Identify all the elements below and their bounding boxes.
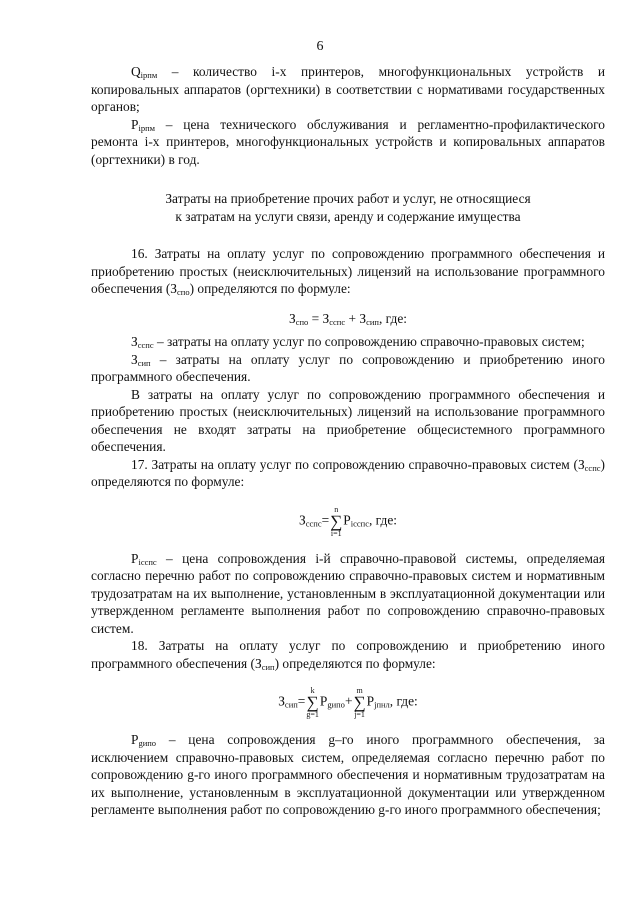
item-17-definition: $P_{iсспс}$ – цена сопровождения i-й справочно-правовой системы, определяемая согласно перечню работ по сопровождению справочно-правовых систем и нормативным трудозатратам на их выполнение, установленным в эксплуатационной документации или утвержденном регламенте выполнения работ по сопровождению справочно-правовых систем.: [91, 550, 605, 636]
section-heading-line-2: к затратам на услуги связи, аренду и содержание имущества: [175, 208, 521, 224]
item-16-intro: 16. Затраты на оплату услуг по сопровождению программного обеспечения и приобретению простых (неисключительных) лицензий на использование программного обеспечения $(З_{спо})$ определяются по формуле:: [91, 246, 605, 297]
sum-symbol-1: k ∑ g=1: [306, 686, 319, 719]
item-18-definition: $P_{gипо}$ – цена сопровождения g–го иного программного обеспечения, за исключением справочно-правовых систем, определяемая согласно перечню работ по сопровождению g-го иного программного обеспечения и нормативным трудозатратам на их выполнение, установленным в эксплуатационной документации или утвержденном регламенте выполнения работ по сопровождению g-го иного программного обеспечения;: [91, 732, 605, 817]
section-heading-line-1: Затраты на приобретение прочих работ и услуг, не относящиеся: [165, 191, 531, 206]
sum-symbol-2: m ∑ j=1: [353, 686, 366, 719]
formula-17: $З_{сспс}=$ n ∑ i=1 $P_{iсспс}$, где:: [299, 504, 397, 538]
section-heading: [91, 190, 605, 225]
paragraph-p-definition: $P_{iрпм}$ – цена технического обслуживания и регламентно-профилактического ремонта i-х принтеров, многофункциональных устройств и копировальных аппаратов (оргтехники) в год.: [91, 116, 605, 167]
item-16-note: В затраты на оплату услуг по сопровождению программного обеспечения и приобретению простых (неисключительных) лицензий на использование программного обеспечения не входят затраты на приобретение общесистемного программного обеспечения.: [91, 386, 605, 454]
page-number: 6: [316, 39, 324, 54]
page-content: [91, 63, 605, 819]
item-16-definition-2: $З_{сип}$ – затраты на оплату услуг по сопровождению и приобретению иного программного обеспечения.: [91, 351, 605, 384]
item-18-intro: 18. Затраты на оплату услуг по сопровождению и приобретению иного программного обеспечения $(З_{сип})$ определяются по формуле:: [91, 638, 605, 672]
sum-symbol: n ∑ i=1: [330, 504, 343, 538]
item-17-intro: 17. Затраты на оплату услуг по сопровождению справочно-правовых систем $(З_{сспс})$ определяются по формуле:: [91, 456, 605, 489]
item-16-definition-1: $З_{сспс}$ – затраты на оплату услуг по сопровождению справочно-правовых систем;: [131, 334, 585, 350]
paragraph-q-definition: $Q_{iрпм}$ – количество i-х принтеров, многофункциональных устройств и копировальных аппаратов (оргтехники) в соответствии с нормативами государственных органов;: [91, 64, 605, 114]
formula-18: $З_{сип}=$ k ∑ g=1 $P_{gипо}+$ m ∑ j=1 $P_{jпнл}$, где:: [278, 686, 418, 719]
formula-16: $З_{спо} = З_{сспс} + З_{сип}$, где:: [289, 310, 407, 327]
